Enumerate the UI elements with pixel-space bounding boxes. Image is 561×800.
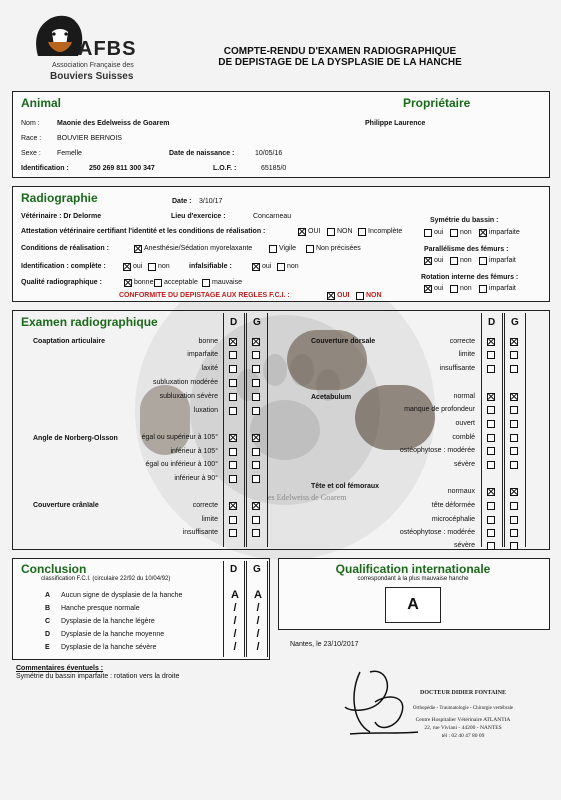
sex-label: Sexe : [21,150,41,157]
exam-d-checkbox[interactable] [229,434,237,442]
exam-g-checkbox[interactable] [252,379,260,387]
radiography-section [12,186,550,302]
sym-non-label: non [460,229,472,236]
exam-row-label: subluxation modérée [153,379,218,386]
conclusion-grade-text: Aucun signe de dysplasie de la hanche [61,592,183,599]
exam-g-checkbox[interactable] [510,338,518,346]
conformite-label: CONFORMITE DU DEPISTAGE AUX REGLES F.C.I. : [119,292,290,299]
conformite-oui-label: OUI [337,292,350,299]
exam-g-checkbox[interactable] [510,434,518,442]
ident-oui-checkbox[interactable] [123,263,131,271]
conclusion-d-value: / [233,641,237,653]
exam-left-d-column [223,313,245,547]
exam-d-checkbox[interactable] [229,448,237,456]
exam-right-g-header: G [511,317,519,328]
rot-imparfait-checkbox[interactable] [479,285,487,293]
exam-d-checkbox[interactable] [229,502,237,510]
attest-oui-label: OUI [308,228,321,235]
radio-title: Radiographie [21,191,98,205]
animal-race: BOUVIER BERNOIS [57,135,122,142]
place-label: Lieu d'exercice : [171,213,226,220]
conditions-label: Conditions de réalisation : [21,245,109,252]
exam-d-checkbox[interactable] [487,447,495,455]
owner-title: Propriétaire [403,96,471,110]
infals-oui-checkbox[interactable] [252,263,260,271]
exam-d-checkbox[interactable] [487,351,495,359]
qualification-section [278,558,550,630]
exam-d-checkbox[interactable] [487,434,495,442]
exam-left-d-header: D [230,317,238,328]
exam-row-label: ouvert [455,420,475,427]
attest-incomplete-label: Incomplète [368,228,403,235]
comments-label: Commentaires éventuels : [16,665,104,672]
conclusion-g-value: A [254,589,262,601]
conclusion-grade-letter: A [45,592,51,599]
quality-acceptable-label: acceptable [164,279,198,286]
exam-g-checkbox[interactable] [510,488,518,496]
rot-oui-label: oui [434,285,444,292]
exam-row-label: sévère [453,542,475,549]
rotation-title: Rotation interne des fémurs : [421,274,519,281]
ident-non-label: non [158,263,170,270]
exam-row-label: sévère [453,461,475,468]
stamp-address: 22, rue Viviani - 44200 - NANTES [424,725,502,731]
ident-label: Identification : complète : [21,263,106,270]
attest-oui-checkbox[interactable] [298,228,306,236]
exam-g-checkbox[interactable] [252,407,260,415]
exam-g-checkbox[interactable] [510,461,518,469]
quality-mauvaise-checkbox[interactable] [202,279,210,287]
logo-line1: Association Française des [52,62,134,69]
attestation-label: Attestation vétérinaire certifiant l'identité et les conditions de réalisation : [21,228,266,235]
quality-mauvaise-label: mauvaise [212,279,242,286]
exam-g-checkbox[interactable] [510,516,518,524]
exam-row-label: limite [201,516,218,523]
exam-g-checkbox[interactable] [510,365,518,373]
cranial-label: Couverture crânïale [33,502,99,509]
attest-incomplete-checkbox[interactable] [358,228,366,236]
birth-label: Date de naissance : [169,150,235,157]
exam-d-checkbox[interactable] [487,488,495,496]
conclusion-grade-text: Dysplasie de la hanche sévère [61,644,157,651]
conclusion-grade-letter: C [45,618,51,625]
conformite-non-label: NON [366,292,382,299]
conclusion-grade-text: Dysplasie de la hanche légère [61,618,155,625]
par-imparfait-label: imparfait [489,257,516,264]
radio-date: 3/10/17 [199,198,223,205]
vet-label: Vétérinaire : Dr Delorme [21,213,102,220]
exam-left-g-header: G [253,317,261,328]
exam-right-d-column [481,313,503,547]
conclusion-d-value: / [233,602,237,614]
exam-g-checkbox[interactable] [510,393,518,401]
norberg-label: Angle de Norberg-Olsson [33,435,118,442]
par-non-label: non [460,257,472,264]
animal-sex: Femelle [57,150,82,157]
exam-row-label: luxation [193,407,218,414]
exam-title: Examen radiographique [21,315,158,329]
par-non-checkbox[interactable] [450,257,458,265]
rot-non-label: non [460,285,472,292]
exam-row-label: égal ou inférieur à 100° [145,461,218,468]
animal-name: Maonie des Edelweiss de Goarem [57,120,170,127]
qualification-title: Qualification internationale [335,562,491,576]
exam-g-checkbox[interactable] [252,351,260,359]
animal-id: 250 269 811 300 347 [89,165,155,172]
conclusion-grade-text: Dysplasie de la hanche moyenne [61,631,165,638]
exam-row-label: insuffisante [439,365,475,372]
exam-g-checkbox[interactable] [510,351,518,359]
par-imparfait-checkbox[interactable] [479,257,487,265]
fci-classification: classification F.C.I. (circulaire 22/92 du 10/04/92) [41,576,171,582]
vigile-checkbox[interactable] [269,245,277,253]
lof-label: L.O.F. : [213,165,237,172]
exam-d-checkbox[interactable] [229,393,237,401]
exam-row-label: laxité [201,365,218,372]
dorsal-label: Couverture dorsale [311,338,376,345]
exam-d-checkbox[interactable] [487,393,495,401]
acetabulum-label: Acetabulum [311,394,352,401]
sym-oui-checkbox[interactable] [424,229,432,237]
exam-g-checkbox[interactable] [252,448,260,456]
animal-title: Animal [21,96,62,110]
conclusion-g-value: / [256,602,260,614]
animal-lof: 65185/0 [261,165,287,172]
exam-d-checkbox[interactable] [229,407,237,415]
exam-d-checkbox[interactable] [229,529,237,537]
symmetry-title: Symétrie du bassin : [430,217,499,224]
exam-g-checkbox[interactable] [252,434,260,442]
exam-row-label: imparfaite [187,351,218,358]
logo-line2: Bouviers Suisses [50,71,134,82]
animal-birth: 10/05/16 [255,150,283,157]
conclusion-g-value: / [256,628,260,640]
exam-d-checkbox[interactable] [487,365,495,373]
exam-d-checkbox[interactable] [487,502,495,510]
exam-d-checkbox[interactable] [487,338,495,346]
sym-non-checkbox[interactable] [450,229,458,237]
femur-label: Tête et col fémoraux [311,483,380,490]
exam-right-g-column [504,313,526,547]
conclusion-grade-text: Hanche presque normale [61,605,140,612]
exam-d-checkbox[interactable] [229,338,237,346]
exam-row-label: correcte [449,338,475,345]
stamp-name: DOCTEUR DIDIER FONTAINE [420,690,506,696]
exam-row-label: inférieur à 90° [174,475,218,482]
conclusion-grade-letter: B [45,605,51,612]
conformite-non-checkbox[interactable] [356,292,364,300]
exam-row-label: égal ou supérieur à 105° [141,434,218,441]
vigile-label: Vigile [279,245,296,252]
exam-row-label: ostéophytose : modérée [399,529,475,536]
exam-left-g-column [246,313,268,547]
exam-d-checkbox[interactable] [487,461,495,469]
exam-g-checkbox[interactable] [510,542,518,550]
sym-imparfaite-label: imparfaite [489,229,520,236]
ident-non-checkbox[interactable] [148,263,156,271]
quality-acceptable-checkbox[interactable] [154,279,162,287]
exam-row-label: insuffisante [182,529,218,536]
exam-section [12,310,550,550]
radio-place: Concarneau [253,213,292,220]
exam-g-checkbox[interactable] [252,461,260,469]
exam-row-label: ostéophytose : modérée [399,447,475,454]
vet-stamp [388,690,538,739]
rot-oui-checkbox[interactable] [424,285,432,293]
infals-non-label: non [287,263,299,270]
exam-row-label: microcéphalie [431,516,475,523]
exam-row-label: normal [453,393,475,400]
exam-d-checkbox[interactable] [487,529,495,537]
conclusion-grade-letter: E [45,644,50,651]
conclusion-title: Conclusion [21,562,87,576]
parallel-title: Parallélisme des fémurs : [424,246,509,253]
place-date: Nantes, le 23/10/2017 [290,641,359,648]
exam-g-checkbox[interactable] [252,365,260,373]
anesth-label: Anesthésie/Sédation myorelaxante [144,245,253,252]
exam-d-checkbox[interactable] [487,406,495,414]
exam-d-checkbox[interactable] [229,475,237,483]
anesth-checkbox[interactable] [134,245,142,253]
quality-label: Qualité radiographique : [21,279,102,286]
infals-oui-label: oui [262,263,272,270]
sym-oui-label: oui [434,229,444,236]
exam-g-checkbox[interactable] [510,529,518,537]
exam-g-checkbox[interactable] [252,338,260,346]
quality-bonne-checkbox[interactable] [124,279,132,287]
sym-imparfaite-checkbox[interactable] [479,229,487,237]
coaptation-label: Coaptation articulaire [33,338,105,345]
doc-title-line2: DE DEPISTAGE DE LA DYSPLASIE DE LA HANCHE [218,57,462,68]
infalsifiable-label: infalsifiable : [189,263,232,270]
conclusion-d-value: A [231,589,239,601]
infals-non-checkbox[interactable] [277,263,285,271]
exam-g-checkbox[interactable] [252,393,260,401]
conclusion-g-value: / [256,615,260,627]
conclusion-d-header: D [230,564,238,575]
exam-g-checkbox[interactable] [252,502,260,510]
exam-d-checkbox[interactable] [487,542,495,550]
exam-g-checkbox[interactable] [510,406,518,414]
logo-abbr: AFBS [78,38,137,60]
nonprec-label: Non précisées [316,245,361,252]
exam-row-label: correcte [192,502,218,509]
nonprec-checkbox[interactable] [306,245,314,253]
conclusion-g-value: / [256,641,260,653]
exam-d-checkbox[interactable] [229,516,237,524]
exam-g-checkbox[interactable] [252,529,260,537]
date-label: Date : [172,198,192,205]
exam-d-checkbox[interactable] [487,420,495,428]
conclusion-section [12,558,270,660]
exam-row-label: tête déformée [431,502,475,509]
stamp-spec: Orthopédie - Traumatologie - Chirurgie vertébrale [412,706,514,711]
conclusion-grade-letter: D [45,631,51,638]
par-oui-label: oui [434,257,444,264]
exam-d-checkbox[interactable] [229,379,237,387]
exam-row-label: bonne [198,338,218,345]
conformite-oui-checkbox[interactable] [327,292,335,300]
exam-d-checkbox[interactable] [229,461,237,469]
exam-g-checkbox[interactable] [510,447,518,455]
owner-name: Philippe Laurence [365,120,426,127]
name-label: Nom : [21,120,40,127]
rot-non-checkbox[interactable] [450,285,458,293]
animal-section [12,91,550,178]
exam-g-checkbox[interactable] [252,516,260,524]
id-label: Identification : [21,165,69,172]
exam-row-label: limite [458,351,475,358]
stamp-tel: tél : 02 40 47 80 09 [441,733,485,739]
attest-non-label: NON [337,228,353,235]
exam-row-label: comblé [452,434,475,441]
conclusion-d-value: / [233,615,237,627]
exam-g-checkbox[interactable] [510,420,518,428]
exam-d-checkbox[interactable] [487,516,495,524]
attest-non-checkbox[interactable] [327,228,335,236]
stamp-center: Centre Hospitalier Vétérinaire ATLANTIA [415,717,511,723]
exam-row-label: inférieur à 105° [170,448,218,455]
quality-bonne-label: bonne [134,279,154,286]
qualification-grade-box: A [385,587,441,623]
comments-text: Symétrie du bassin imparfaite : rotation vers la droite [16,673,180,680]
exam-right-d-header: D [488,317,496,328]
par-oui-checkbox[interactable] [424,257,432,265]
exam-row-label: normaux [447,488,475,495]
exam-g-checkbox[interactable] [252,475,260,483]
exam-d-checkbox[interactable] [229,365,237,373]
exam-row-label: subluxation sévère [159,393,218,400]
conclusion-d-value: / [233,628,237,640]
exam-row-label: manque de profondeur [404,406,475,413]
exam-g-checkbox[interactable] [510,502,518,510]
exam-d-checkbox[interactable] [229,351,237,359]
qualification-sub: correspondant à la plus mauvaise hanche [357,576,469,582]
watermark-text: es Edelweiss de Goarem [268,493,347,502]
doc-title-line1: COMPTE-RENDU D'EXAMEN RADIOGRAPHIQUE [223,46,457,57]
race-label: Race : [21,135,42,142]
ident-oui-label: oui [133,263,143,270]
conclusion-g-header: G [253,564,261,575]
rot-imparfait-label: imparfait [489,285,516,292]
